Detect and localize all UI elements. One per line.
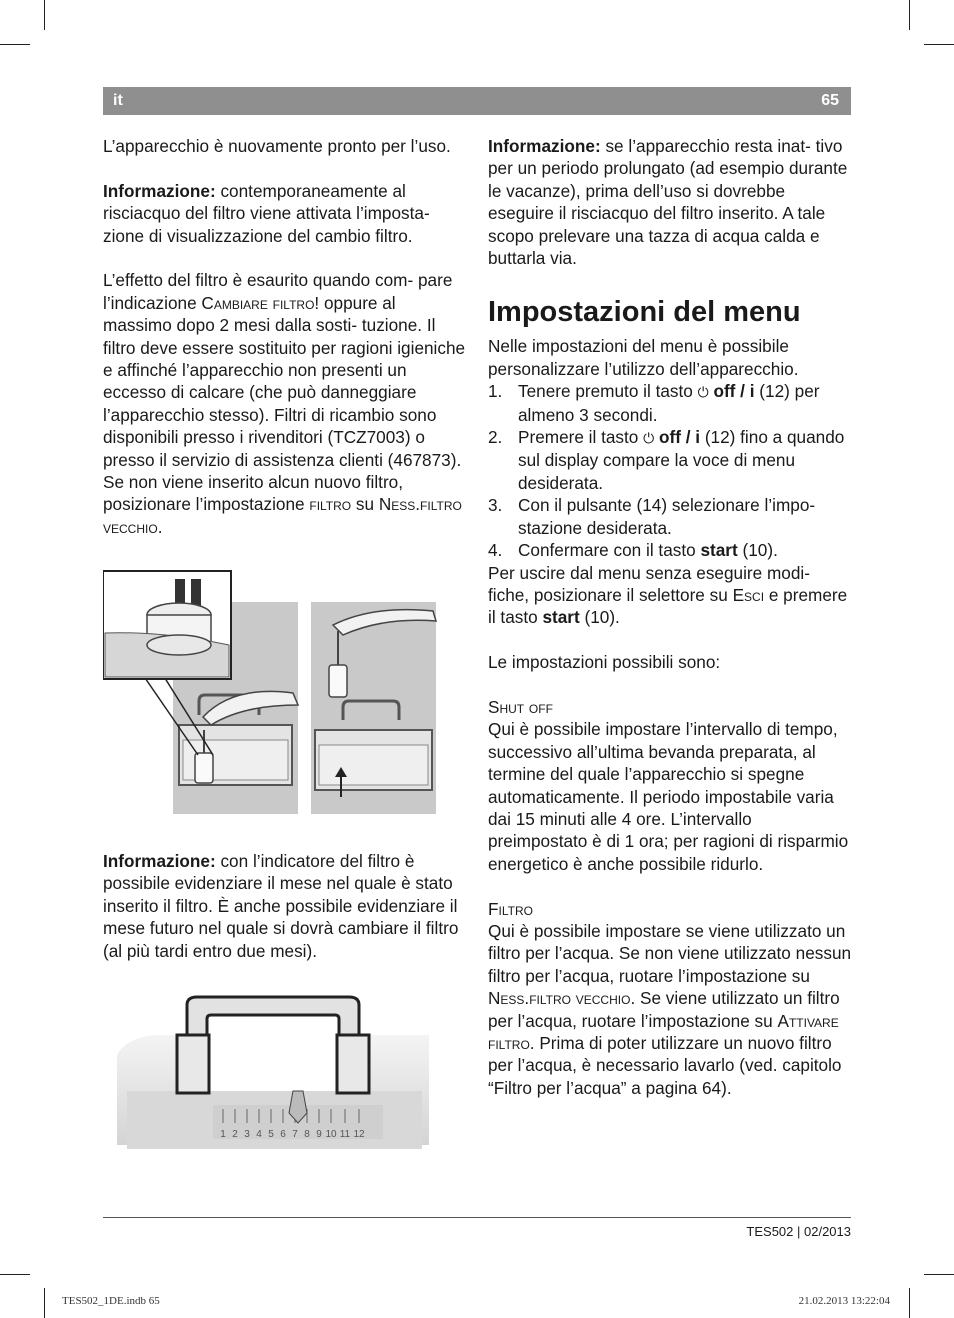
- menu-intro: Nelle impostazioni del menu è possibile personalizzare l’utilizzo dell’apparecchio.: [488, 336, 799, 379]
- footer-model: TES502 | 02/2013: [746, 1224, 851, 1239]
- dial-month-label: 4: [256, 1129, 262, 1140]
- page-header-bar: [103, 87, 851, 115]
- dial-month-label: 12: [353, 1129, 365, 1140]
- crop-mark: [909, 0, 910, 30]
- dial-month-label: 10: [325, 1129, 337, 1140]
- right-column: [488, 135, 853, 1099]
- section-heading: Impostazioni del menu: [488, 296, 801, 329]
- page-number: 65: [821, 92, 839, 109]
- ready-text: L’apparecchio è nuovamente pronto per l’uso.: [103, 136, 451, 156]
- filtro-title: Filtro: [488, 898, 533, 919]
- dial-month-label: 9: [316, 1129, 322, 1140]
- print-slug-file: TES502_1DE.indb 65: [62, 1295, 160, 1307]
- dial-month-label: 7: [292, 1129, 298, 1140]
- print-slug-date: 21.02.2013 13:22:04: [798, 1295, 890, 1307]
- dial-month-label: 2: [232, 1129, 238, 1140]
- crop-mark: [0, 1274, 30, 1275]
- info-paragraph-3: Informazione: se l’apparecchio resta inat- tivo per un periodo prolungato (ad esempio durante le vacanze), prima dell’uso si dovrebbe eseguire il risciacquo del filtro inserito. A tale scopo prelevare una tazza di acqua calda e buttarla via.: [488, 136, 848, 269]
- crop-mark: [44, 1288, 45, 1318]
- no-new-filter-paragraph: Se non viene inserito alcun nuovo filtro, posizionare l’impostazione filtro su Ness.filtro vecchio.: [103, 472, 462, 537]
- filter-insertion-illustration: [103, 565, 443, 817]
- crop-mark: [0, 44, 30, 45]
- step-item: 2. Premere il tasto ⏻ off / i (12) fino a quando sul display compare la voce di menu desiderata.: [488, 427, 845, 493]
- info-paragraph-1: Informazione: contemporaneamente al risciacquo del filtro viene attivata l’imposta- zione di visualizzazione del cambio filtro.: [103, 180, 430, 246]
- crop-mark: [44, 0, 45, 30]
- possible-settings-label: Le impostazioni possibili sono:: [488, 652, 721, 673]
- dial-month-label: 1: [220, 1129, 226, 1140]
- dial-month-label: 11: [339, 1129, 351, 1140]
- dial-month-label: 5: [268, 1129, 274, 1140]
- dial-month-label: 3: [244, 1129, 250, 1140]
- filtro-text: Qui è possibile impostare se viene utilizzato un filtro per l’acqua. Se non viene utilizzato nessun filtro per l’acqua, ruotare l’impostazione su Ness.filtro vecchio. Se viene utilizzato un filtro per l’acqua, ruotare l’impostazione su Attivare filtro. Prima di poter utilizzare un nuovo filtro per l’acqua, è necessario lavarlo (ved. capitolo “Filtro per l’acqua” a pagina 64).: [488, 920, 852, 1098]
- crop-mark: [924, 44, 954, 45]
- power-icon: ⏻: [697, 384, 709, 401]
- step-item: 3. Con il pulsante (14) selezionare l’impo- stazione desiderata.: [488, 495, 816, 538]
- step-item: 4. Confermare con il tasto start (10).: [488, 540, 778, 561]
- step-item: 1. Tenere premuto il tasto ⏻ off / i (12) per almeno 3 secondi.: [488, 381, 820, 425]
- crop-mark: [909, 1288, 910, 1318]
- filter-exhausted-paragraph: L’effetto del filtro è esaurito quando com- pare l’indicazione Cambiare filtro! oppure al massimo dopo 2 mesi dalla sosti- tuzione. Il filtro deve essere sostituito per ragioni igieniche e affinché l’apparecchio non presenti un eccesso di calcare (che può danneggiare l’apparecchio stesso). Filtri di ricambio sono disponibili presso i rivenditori (TCZ7003) o presso il servizio di assistenza clienti (467873).: [103, 270, 466, 470]
- menu-steps-list: [488, 380, 853, 561]
- shut-off-text: Qui è possibile impostare l’intervallo di tempo, successivo all’ultima bevanda preparata, al termine del quale l’apparecchio si spegne automaticamente. Il periodo impostabile varia dai 15 minuti alle 4 ore. L’intervallo preimpostato è di 1 ora; per ragioni di risparmio energetico è anche possibile ridurlo.: [488, 719, 849, 874]
- exit-menu-text: Per uscire dal menu senza eseguire modi- fiche, posizionare il selettore su Esci e premere il tasto start (10).: [488, 562, 848, 628]
- left-column: [103, 135, 468, 538]
- info-paragraph-2: Informazione: con l’indicatore del filtro è possibile evidenziare il mese nel quale è stato inserito il filtro. È anche possibile evidenziare il mese futuro nel quale si dovrà cambiare il filtro (al più tardi entro due mesi).: [103, 851, 459, 961]
- filter-month-dial-illustration: [117, 995, 429, 1155]
- left-column-lower: [103, 850, 468, 962]
- crop-mark: [924, 1274, 954, 1275]
- dial-month-label: 8: [304, 1129, 310, 1140]
- shut-off-title: Shut off: [488, 696, 553, 717]
- power-icon: ⏻: [643, 430, 655, 447]
- language-code: it: [113, 92, 123, 109]
- footer-rule: [103, 1217, 851, 1218]
- dial-month-label: 6: [280, 1129, 286, 1140]
